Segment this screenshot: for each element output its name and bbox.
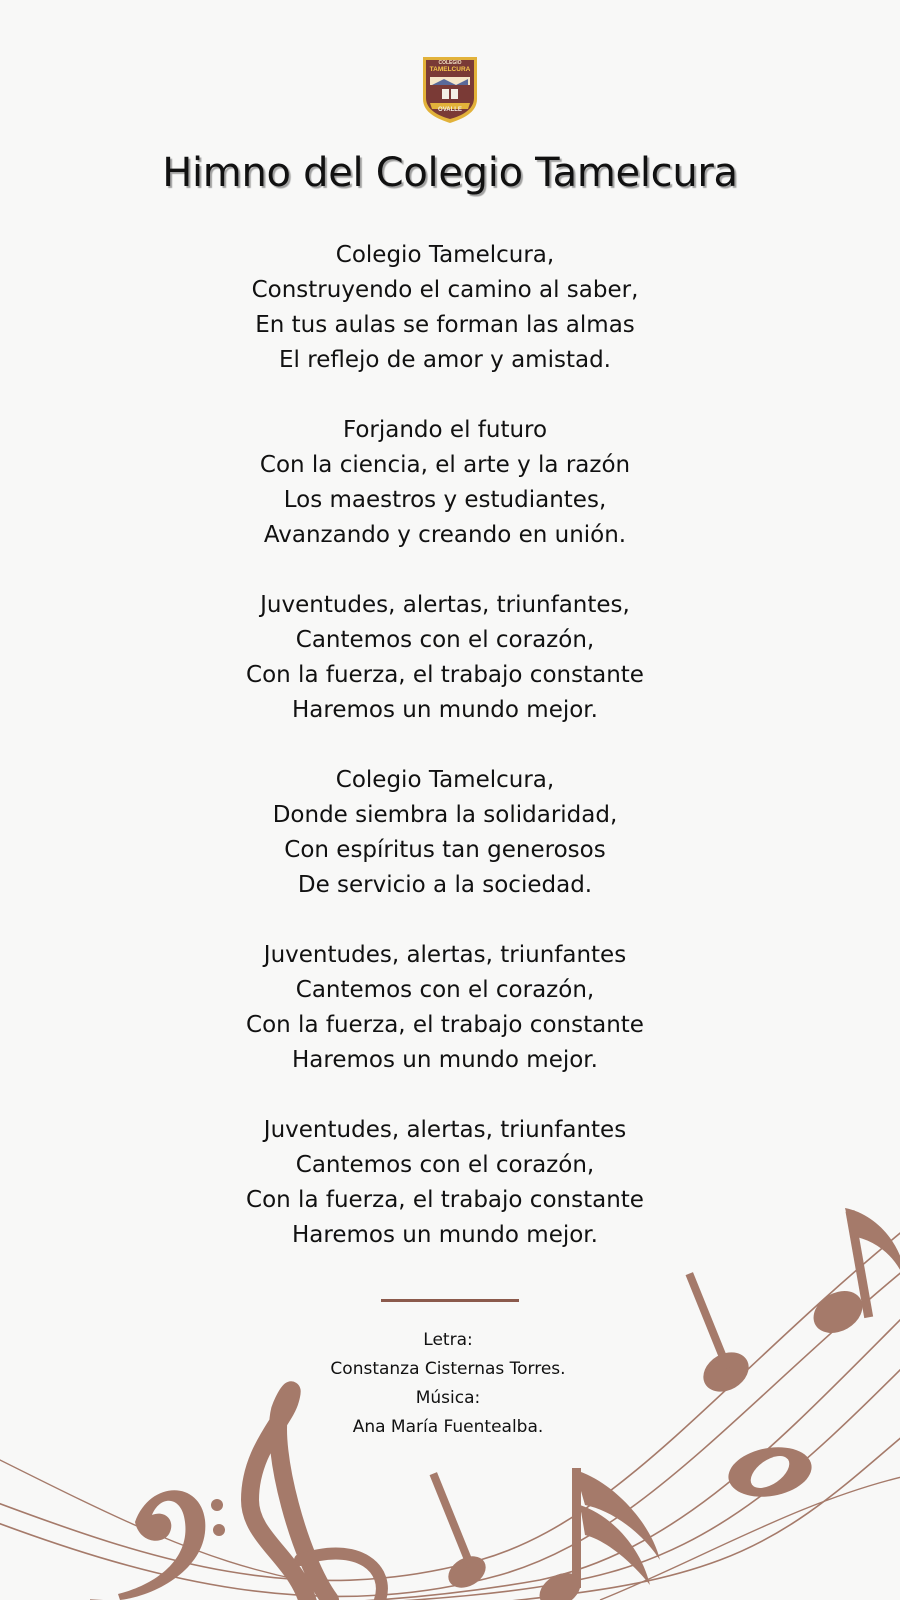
stanza-2 <box>0 413 890 553</box>
crest-name-text: TAMELCURA <box>429 66 471 73</box>
lyric-line: Avanzando y creando en unión. <box>263 522 627 548</box>
lyric-line: Construyendo el camino al saber, <box>251 277 639 303</box>
music-author: Ana María Fuentealba. <box>352 1417 544 1437</box>
lyric-line: Con la fuerza, el trabajo constante <box>246 1012 644 1038</box>
lyric-line: Cantemos con el corazón, <box>295 627 595 653</box>
lyric-line: Juventudes, alertas, triunfantes, <box>260 592 630 618</box>
lyric-line: Forjando el futuro <box>342 417 548 443</box>
lyric-line: Juventudes, alertas, triunfantes <box>263 1117 627 1143</box>
lyric-line: Haremos un mundo mejor. <box>292 697 598 723</box>
stanza-4 <box>0 763 890 903</box>
lyric-line: Con la fuerza, el trabajo constante <box>246 1187 644 1213</box>
stanza-6 <box>0 1113 890 1253</box>
lyric-line: Haremos un mundo mejor. <box>292 1222 598 1248</box>
lyric-line: Haremos un mundo mejor. <box>292 1047 598 1073</box>
school-crest-icon <box>420 55 480 125</box>
lyric-line: En tus aulas se forman las almas <box>255 312 635 338</box>
stanza-3 <box>0 588 890 728</box>
stanza-5 <box>0 938 890 1078</box>
divider <box>381 1299 519 1302</box>
stanza-1 <box>0 238 890 378</box>
lyric-line: Colegio Tamelcura, <box>335 242 555 268</box>
lyric-line: Colegio Tamelcura, <box>335 767 555 793</box>
lyrics-label: Letra: <box>423 1330 473 1350</box>
lyric-line: Con la ciencia, el arte y la razón <box>259 452 631 478</box>
crest-bottom-text: OVALLE <box>438 107 462 113</box>
lyric-line: El reflejo de amor y amistad. <box>279 347 611 373</box>
lyric-line: Los maestros y estudiantes, <box>283 487 607 513</box>
lyric-line: Con espíritus tan generosos <box>284 837 606 863</box>
music-label: Música: <box>415 1388 481 1408</box>
crest-top-text: COLEGIO <box>438 60 462 66</box>
lyric-line: De servicio a la sociedad. <box>297 872 593 898</box>
page-title: Himno del Colegio Tamelcura <box>162 150 738 196</box>
lyric-line: Donde siembra la solidaridad, <box>272 802 618 828</box>
lyric-line: Con la fuerza, el trabajo constante <box>246 662 644 688</box>
hymn-lyrics <box>0 238 890 1288</box>
credits <box>0 1326 896 1442</box>
lyrics-author: Constanza Cisternas Torres. <box>330 1359 566 1379</box>
lyric-line: Cantemos con el corazón, <box>295 1152 595 1178</box>
lyric-line: Cantemos con el corazón, <box>295 977 595 1003</box>
lyric-line: Juventudes, alertas, triunfantes <box>263 942 627 968</box>
